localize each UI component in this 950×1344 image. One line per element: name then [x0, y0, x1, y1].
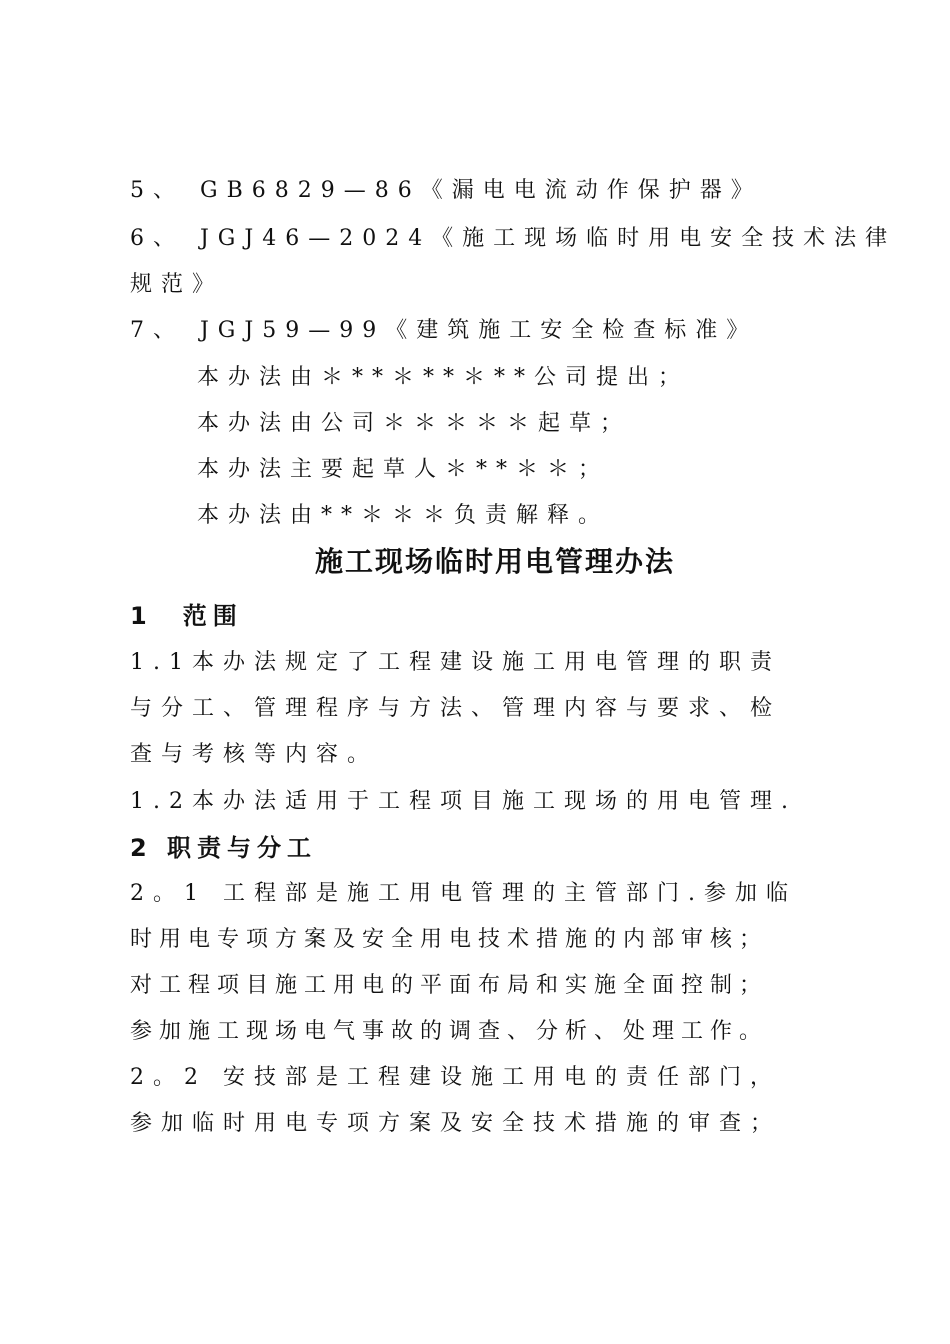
responsibilities-line-6: 参加临时用电专项方案及安全技术措施的审查；	[130, 1111, 782, 1136]
scope-line-1: 1.1本办法规定了工程建设施工用电管理的职责	[130, 650, 781, 675]
section-heading-responsibilities: 2 职责与分工	[130, 834, 318, 862]
note-interpretation: 本办法由**＊＊＊负责解释。	[197, 503, 610, 528]
scope-line-3: 查与考核等内容。	[130, 742, 379, 767]
reference-line-7: 7、 JGJ59—99《建筑施工安全检查标准》	[130, 318, 758, 343]
responsibilities-line-3: 对工程项目施工用电的平面布局和实施全面控制；	[130, 973, 769, 998]
responsibilities-line-5: 2。2 安技部是工程建设施工用电的责任部门，	[130, 1065, 781, 1090]
scope-line-4: 1.2本办法适用于工程项目施工现场的用电管理.	[130, 789, 797, 814]
document-title: 施工现场临时用电管理办法	[314, 545, 675, 578]
reference-line-6: 6、 JGJ46—2024《施工现场临时用电安全技术法律	[130, 226, 897, 251]
responsibilities-line-1: 2。1 工程部是施工用电管理的主管部门.参加临	[130, 881, 797, 906]
reference-line-5: 5、 GB6829—86《漏电电流动作保护器》	[130, 178, 762, 203]
responsibilities-line-2: 时用电专项方案及安全用电技术措施的内部审核；	[130, 927, 769, 952]
scope-line-2: 与分工、管理程序与方法、管理内容与要求、检	[130, 696, 782, 721]
responsibilities-line-4: 参加施工现场电气事故的调查、分析、处理工作。	[130, 1019, 769, 1044]
section-heading-scope: 1 范围	[130, 602, 243, 630]
note-main-drafter: 本办法主要起草人＊**＊＊；	[197, 457, 610, 482]
note-drafter: 本办法由公司＊＊＊＊＊起草；	[197, 411, 632, 436]
note-proposer: 本办法由＊**＊**＊**公司提出；	[197, 365, 690, 390]
reference-line-6-continued: 规范》	[130, 272, 224, 297]
